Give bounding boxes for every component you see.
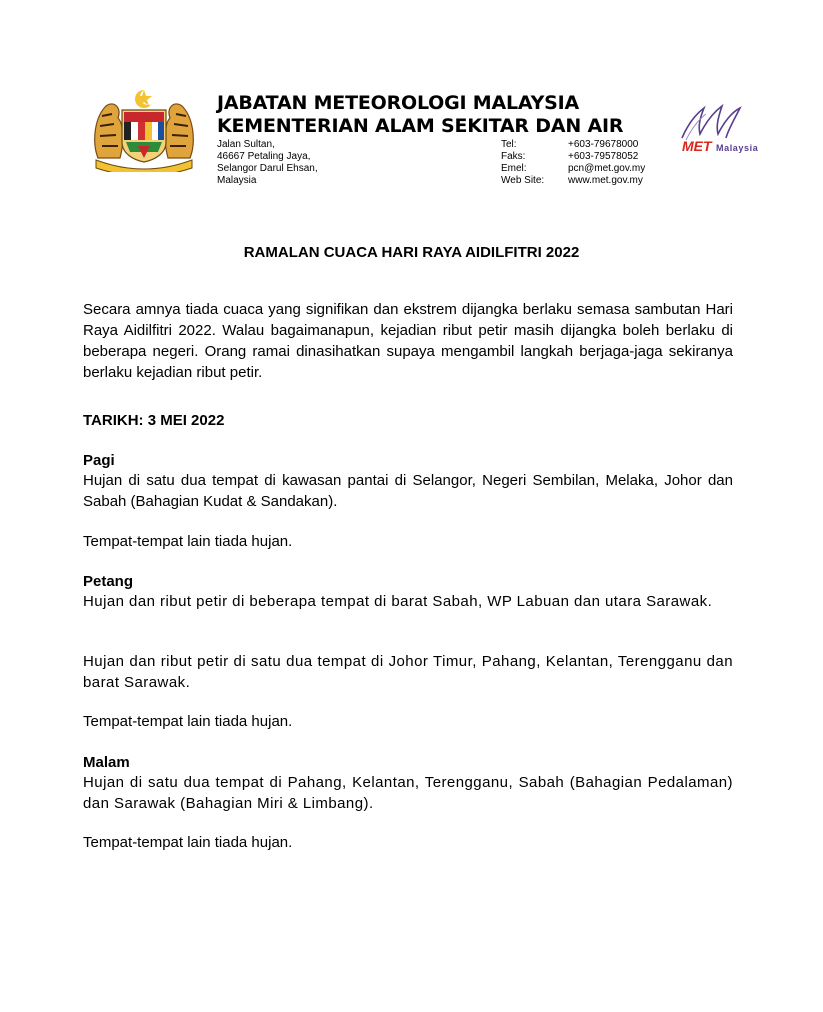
agency-contact xyxy=(501,139,645,187)
petang-paragraph: Hujan dan ribut petir di beberapa tempat di barat Sabah, WP Labuan dan utara Sarawak. xyxy=(83,593,713,610)
contact-label: Tel: xyxy=(501,139,517,150)
section-heading-petang: Petang xyxy=(83,573,134,590)
met-logo-text: MET xyxy=(682,138,712,154)
met-logo-country: Malaysia xyxy=(716,143,759,153)
pagi-paragraph-other: Tempat-tempat lain tiada hujan. xyxy=(83,533,293,550)
address-line: Malaysia xyxy=(217,175,257,186)
address-line: Selangor Darul Ehsan, xyxy=(217,163,318,174)
agency-name: JABATAN METEOROLOGI MALAYSIA xyxy=(217,92,580,114)
petang-paragraph-2: Hujan dan ribut petir di satu dua tempat di Johor Timur, Pahang, Kelantan, Terengganu dan barat Sarawak. xyxy=(83,653,733,691)
malam-paragraph-other: Tempat-tempat lain tiada hujan. xyxy=(83,834,293,851)
malaysia-coat-of-arms-logo xyxy=(88,88,200,172)
section-heading-pagi: Pagi xyxy=(83,452,115,469)
contact-label: Emel: xyxy=(501,163,527,174)
section-heading-malam: Malam xyxy=(83,754,130,771)
ministry-name: KEMENTERIAN ALAM SEKITAR DAN AIR xyxy=(217,115,624,137)
petang-paragraph-other: Tempat-tempat lain tiada hujan. xyxy=(83,713,293,730)
met-malaysia-logo xyxy=(668,104,780,156)
contact-row-fax xyxy=(501,151,645,163)
malam-paragraph: Hujan di satu dua tempat di Pahang, Kelantan, Terengganu, Sabah (Bahagian Pedalaman) dan Sarawak (Bahagian Miri & Limbang). xyxy=(83,774,733,812)
document-title: RAMALAN CUACA HARI RAYA AIDILFITRI 2022 xyxy=(243,244,580,261)
date-heading: TARIKH: 3 MEI 2022 xyxy=(83,412,225,429)
contact-value: www.met.gov.my xyxy=(568,175,643,186)
intro-paragraph: Secara amnya tiada cuaca yang signifikan dan ekstrem dijangka berlaku semasa sambutan Hari Raya Aidilfitri 2022. Walau bagaimanapun, kejadian ribut petir masih dijangka boleh berlaku di beberapa negeri. Orang ramai dinasihatkan supaya mengambil langkah berjaga-jaga sekiranya berlaku kejadian ribut petir. xyxy=(83,301,733,381)
agency-address xyxy=(217,139,318,187)
contact-label: Web Site: xyxy=(501,175,545,186)
contact-value: pcn@met.gov.my xyxy=(568,163,646,174)
contact-row-email xyxy=(501,163,645,175)
address-line: Jalan Sultan, xyxy=(217,139,275,150)
contact-row-website xyxy=(501,175,645,187)
contact-row-tel xyxy=(501,139,645,151)
address-line: 46667 Petaling Jaya, xyxy=(217,151,311,162)
pagi-paragraph: Hujan di satu dua tempat di kawasan pantai di Selangor, Negeri Sembilan, Melaka, Johor dan Sabah (Bahagian Kudat & Sandakan). xyxy=(83,472,733,510)
agency-header xyxy=(217,92,624,138)
contact-label: Faks: xyxy=(501,151,526,162)
contact-value: +603-79578052 xyxy=(568,151,639,162)
contact-value: +603-79678000 xyxy=(568,139,639,150)
